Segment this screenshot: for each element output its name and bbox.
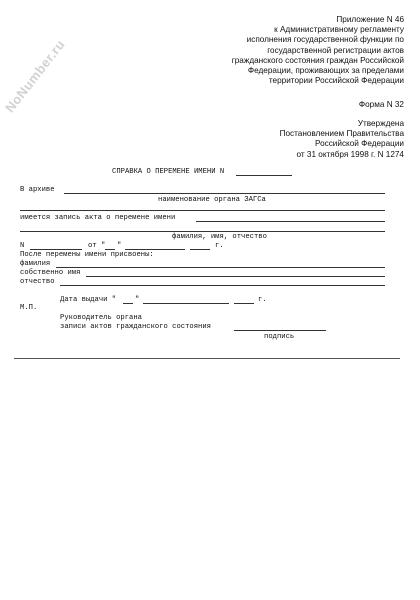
person-caption: фамилия, имя, отчество — [172, 233, 267, 241]
record-date-label: от " — [88, 242, 106, 250]
person-field[interactable] — [20, 231, 385, 232]
approval-line: Утверждена — [357, 119, 404, 128]
approval-block — [280, 119, 404, 160]
bottom-divider — [14, 358, 400, 359]
appendix-header — [232, 15, 404, 86]
record-quote-close: " — [117, 242, 122, 250]
appendix-line: государственной регистрации актов — [267, 45, 404, 55]
stamp-label: М.П. — [20, 304, 38, 312]
appendix-line: Федерации, проживающих за пределами — [247, 66, 404, 76]
appendix-line: к Административному регламенту — [274, 25, 404, 35]
watermark: NoNumber.ru — [2, 36, 68, 116]
issue-year-suffix: г. — [258, 296, 267, 304]
approval-line: Постановлением Правительства — [279, 129, 404, 139]
approval-line: Российской Федерации — [314, 139, 404, 149]
form-title: СПРАВКА О ПЕРЕМЕНЕ ИМЕНИ N — [112, 168, 225, 176]
record-number-field[interactable] — [30, 249, 82, 250]
record-number-label: N — [20, 242, 25, 250]
archive-field-continued[interactable] — [20, 210, 385, 211]
head-title-line2: записи актов гражданского состояния — [60, 323, 211, 331]
appendix-line: гражданского состояния граждан Российской — [231, 55, 404, 65]
issue-date-label: Дата выдачи " — [60, 296, 117, 304]
archive-caption: наименование органа ЗАГСа — [158, 196, 266, 204]
appendix-line: Приложение N 46 — [336, 15, 404, 24]
form-number — [359, 100, 404, 110]
record-label: имеется запись акта о перемене имени — [20, 214, 176, 222]
issue-quote-close: " — [135, 296, 140, 304]
record-year-field[interactable] — [190, 249, 210, 250]
issue-day-field[interactable] — [123, 303, 133, 304]
certificate-number-field[interactable] — [236, 175, 292, 176]
record-month-field[interactable] — [125, 249, 185, 250]
surname-field[interactable] — [56, 267, 385, 268]
archive-field[interactable] — [64, 193, 385, 194]
issue-month-field[interactable] — [143, 303, 229, 304]
form-number-text: Форма N 32 — [358, 100, 404, 109]
approval-line: от 31 октября 1998 г. N 1274 — [296, 149, 404, 159]
archive-label: В архиве — [20, 186, 55, 194]
record-year-suffix: г. — [215, 242, 224, 250]
own-name-label: собственно имя — [20, 269, 81, 277]
record-field[interactable] — [196, 221, 385, 222]
patronymic-label: отчество — [20, 278, 55, 286]
record-day-field[interactable] — [105, 249, 115, 250]
signature-field[interactable] — [234, 330, 326, 331]
appendix-line: территории Российской Федерации — [268, 76, 404, 86]
signature-caption: подпись — [264, 333, 295, 341]
after-change-label: После перемены имени присвоены: — [20, 251, 154, 259]
surname-label: фамилия — [20, 260, 51, 268]
appendix-line: исполнения государственной функции по — [246, 35, 404, 45]
head-title-line1: Руководитель органа — [60, 314, 142, 322]
own-name-field[interactable] — [86, 276, 385, 277]
patronymic-field[interactable] — [60, 285, 385, 286]
watermark-area — [2, 36, 86, 138]
issue-year-field[interactable] — [234, 303, 254, 304]
